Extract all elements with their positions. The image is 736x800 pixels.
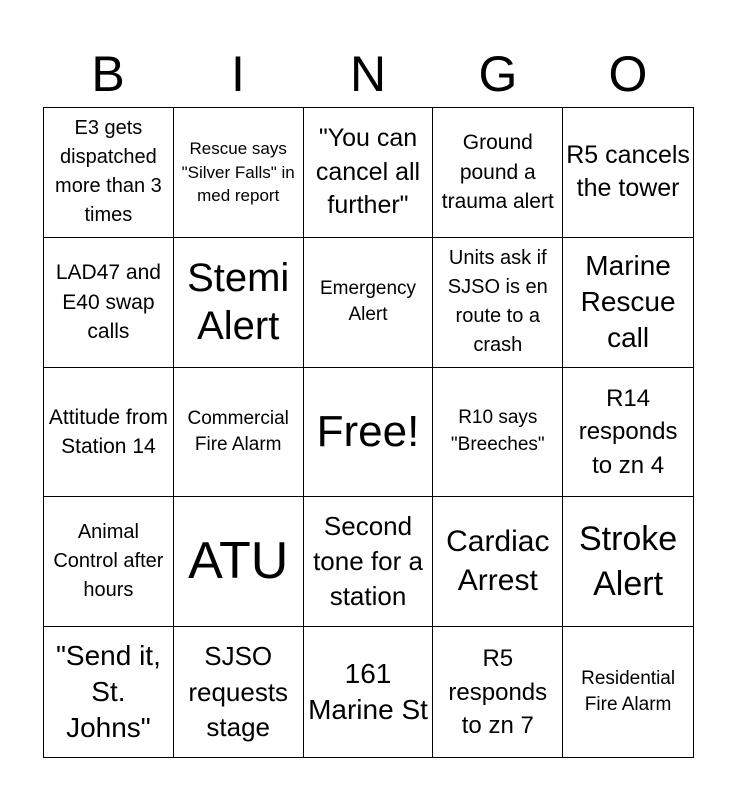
header-letter-b: B [91, 46, 125, 102]
bingo-cell-r5c4[interactable] [433, 627, 563, 757]
bingo-cell-r5c1[interactable] [44, 627, 174, 757]
bingo-board [43, 107, 694, 758]
bingo-cell-text: Second tone for a station [313, 511, 423, 612]
bingo-cell-r2c3[interactable] [304, 238, 434, 368]
bingo-cell-r1c4[interactable] [433, 108, 563, 238]
bingo-cell-text: E3 gets dispatched more than 3 times [55, 117, 162, 227]
bingo-cell-r4c1[interactable] [44, 497, 174, 627]
bingo-cell-text: SJSO requests stage [188, 641, 289, 742]
bingo-cell-text: ATU [188, 532, 289, 591]
bingo-cell-r4c5[interactable] [563, 497, 693, 627]
bingo-cell-text: Emergency Alert [319, 277, 417, 326]
bingo-cell-text: R5 cancels the tower [566, 140, 690, 203]
bingo-cell-r1c1[interactable] [44, 108, 174, 238]
bingo-cell-text: "You can cancel all further" [315, 123, 421, 220]
bingo-cell-r1c5[interactable] [563, 108, 693, 238]
bingo-cell-text: Stroke Alert [578, 519, 678, 603]
bingo-cell-r5c2[interactable] [174, 627, 304, 757]
bingo-cell-r5c5[interactable] [563, 627, 693, 757]
bingo-cell-r2c2[interactable] [174, 238, 304, 368]
bingo-cell-r2c4[interactable] [433, 238, 563, 368]
bingo-cell-r2c1[interactable] [44, 238, 174, 368]
bingo-cell-r4c2[interactable] [174, 497, 304, 627]
bingo-cell-r3c3[interactable] [304, 368, 434, 498]
bingo-cell-text: Residential Fire Alarm [581, 667, 676, 716]
bingo-header [43, 40, 693, 108]
bingo-cell-text: R10 says "Breeches" [450, 407, 545, 455]
bingo-cell-text: R14 responds to zn 4 [578, 385, 678, 479]
bingo-cell-r3c2[interactable] [174, 368, 304, 498]
bingo-cell-r3c1[interactable] [44, 368, 174, 498]
header-letter-n: N [349, 46, 387, 102]
bingo-cell-text: Free! [316, 406, 420, 456]
bingo-cell-text: Ground pound a trauma alert [441, 131, 554, 214]
bingo-cell-text: Cardiac Arrest [446, 525, 550, 597]
bingo-cell-r1c3[interactable] [304, 108, 434, 238]
bingo-cell-text: 161 Marine St [308, 657, 428, 726]
bingo-cell-text: Stemi Alert [187, 256, 290, 349]
header-letter-g: G [478, 46, 518, 102]
bingo-cell-r4c3[interactable] [304, 497, 434, 627]
bingo-cell-text: Animal Control after hours [53, 521, 164, 602]
bingo-cell-text: Attitude from Station 14 [48, 405, 168, 458]
bingo-cell-text: Rescue says "Silver Falls" in med report [181, 138, 295, 206]
bingo-cell-r3c4[interactable] [433, 368, 563, 498]
header-letter-o: O [608, 46, 648, 102]
bingo-cell-text: Commercial Fire Alarm [187, 408, 289, 455]
bingo-cell-r4c4[interactable] [433, 497, 563, 627]
bingo-cell-text: R5 responds to zn 7 [448, 645, 548, 739]
bingo-cell-text: "Send it, St. Johns" [55, 639, 161, 744]
bingo-cell-text: LAD47 and E40 swap calls [55, 261, 161, 343]
bingo-cell-r2c5[interactable] [563, 238, 693, 368]
bingo-cell-r3c5[interactable] [563, 368, 693, 498]
bingo-cell-r1c2[interactable] [174, 108, 304, 238]
header-letter-i: I [231, 46, 245, 102]
bingo-cell-r5c3[interactable] [304, 627, 434, 757]
bingo-cell-text: Marine Rescue call [580, 249, 676, 354]
bingo-cell-text: Units ask if SJSO is en route to a crash [447, 247, 548, 357]
